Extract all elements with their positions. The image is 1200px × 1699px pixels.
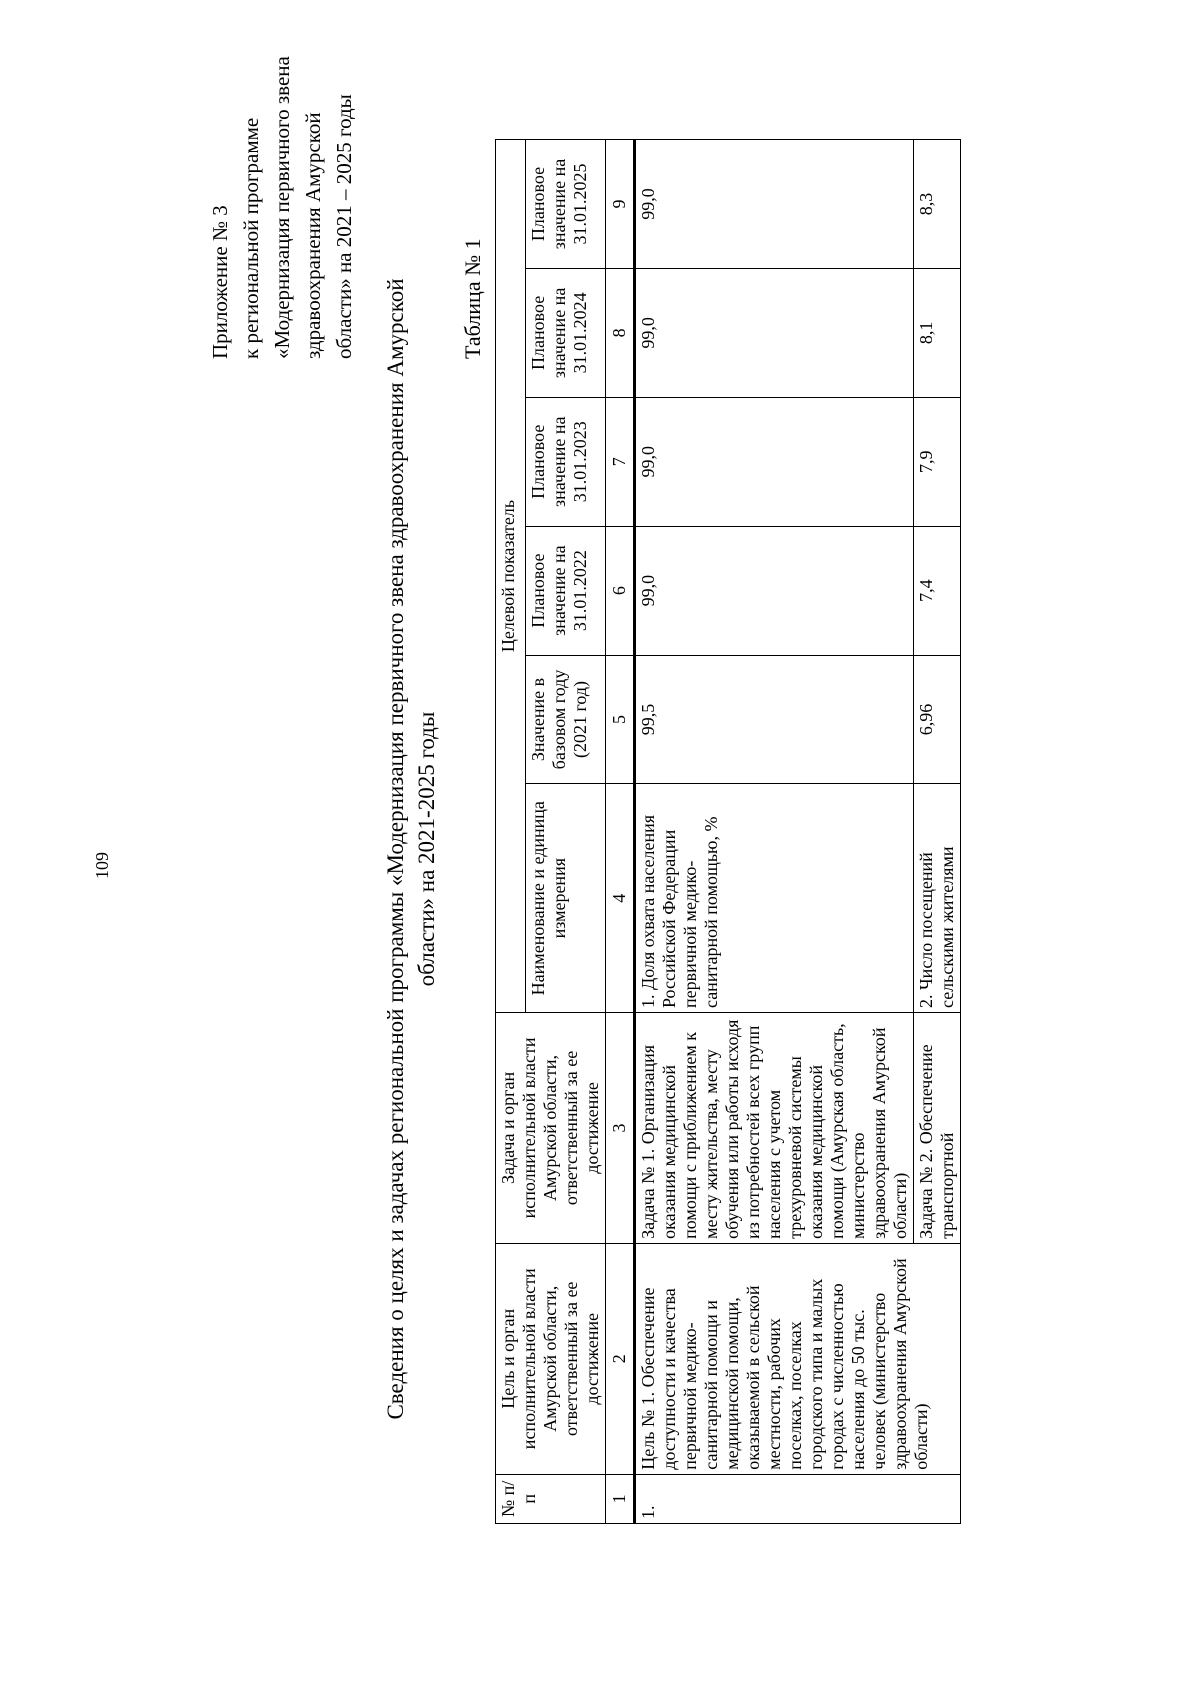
table-label: Таблица № 1 [460,238,485,359]
column-number: 5 [606,655,635,784]
indicator-cell: 2. Число посещений сельскими жителями [914,784,961,1013]
header-indicator-name: Наименование и единица измерения [526,784,606,1013]
task-cell: Задача № 1. Организация оказания медицинской помощи с приближением к месту жительства, месту обучения или работы исходя из потребностей всех групп населения с учетом трехуровневой системы оказания медицинской помощи (Амурская область, министерство здравоохранения Амурской области) [635,1013,914,1244]
column-number: 9 [606,140,635,269]
appendix-block [205,56,360,359]
plan-2022-cell: 99,0 [635,526,914,655]
document-title [380,209,442,1489]
header-target-indicator: Целевой показатель [496,140,526,1013]
plan-2024-cell: 99,0 [635,268,914,397]
plan-2023-cell: 99,0 [635,397,914,526]
appendix-line: Приложение № 3 [208,205,232,359]
column-number: 2 [606,1243,635,1474]
base-value-cell: 99,5 [635,655,914,784]
header-plan-2024: Плановое значение на 31.01.2024 [526,268,606,397]
row-number: 1. [635,1474,961,1523]
column-number: 8 [606,268,635,397]
header-task: Задача и орган исполнительной власти Амурской области, ответственный за ее достижение [496,1013,606,1244]
plan-2025-cell: 8,3 [914,140,961,269]
plan-2025-cell: 99,0 [635,140,914,269]
task-cell: Задача № 2. Обеспечение транспортной [914,1013,961,1244]
appendix-line: к региональной программе [239,117,263,359]
title-line: Сведения о целях и задачах региональной программы «Модернизация первичного звена здравоохранения Амурской [383,278,408,1420]
header-plan-2025: Плановое значение на 31.01.2025 [526,140,606,269]
column-number: 3 [606,1013,635,1244]
column-number-row [606,140,635,1524]
column-number: 6 [606,526,635,655]
plan-2022-cell: 7,4 [914,526,961,655]
appendix-line: здравоохранения Амурской [301,112,325,359]
column-number: 1 [606,1474,635,1523]
header-goal: Цель и орган исполнительной власти Амурской области, ответственный за ее достижение [496,1243,606,1474]
header-plan-2023: Плановое значение на 31.01.2023 [526,397,606,526]
title-line: области» на 2021-2025 годы [414,711,439,987]
base-value-cell: 6,96 [914,655,961,784]
appendix-line: «Модернизация первичного звена [270,56,294,359]
goal-cell: Цель № 1. Обеспечение доступности и качества первичной медико-санитарной помощи и медицинской помощи, оказываемой в сельской местности, рабочих поселках, поселках городского типа и малых городах с численностью населения до 50 тыс. человек (министерство здравоохранения Амурской области) [635,1243,961,1474]
page-number: 109 [92,852,112,879]
indicator-cell: 1. Доля охвата населения Российской Федерации первичной медико-санитарной помощью, % [635,784,914,1013]
header-base-value: Значение в базовом году (2021 год) [526,655,606,784]
header-no: № п/п [496,1474,606,1523]
goals-table [495,139,961,1524]
appendix-line: области» на 2021 – 2025 годы [332,94,356,359]
plan-2024-cell: 8,1 [914,268,961,397]
column-number: 4 [606,784,635,1013]
header-plan-2022: Плановое значение на 31.01.2022 [526,526,606,655]
table-row [635,140,914,1524]
column-number: 7 [606,397,635,526]
plan-2023-cell: 7,9 [914,397,961,526]
